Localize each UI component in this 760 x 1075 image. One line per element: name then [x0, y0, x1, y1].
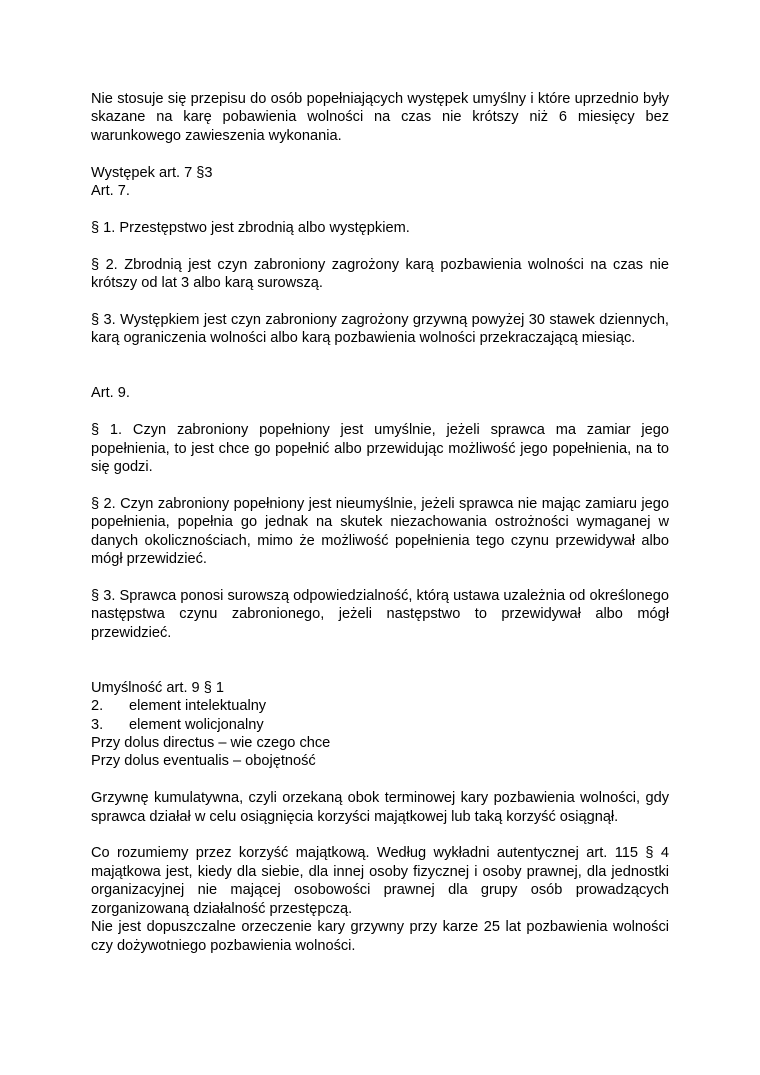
art7-reference: Występek art. 7 §3: [91, 164, 213, 181]
grzywna-paragraph: Grzywnę kumulatywna, czyli orzekaną obok terminowej kary pozbawienia wolności, gdy sprawca działał w celu osiągnięcia korzyści majątkowej lub taką korzyść osiągnął.: [91, 790, 669, 825]
intro-paragraph: Nie stosuje się przepisu do osób popełniających występek umyślny i które uprzednio były skazane na karę pobawienia wolności na czas nie krótszy niż 6 miesięcy bez warunkowego zawieszenia wykonania.: [91, 91, 669, 144]
niedopuszczalne-paragraph: Nie jest dopuszczalne orzeczenie kary grzywny przy karze 25 lat pozbawienia wolności czy dożywotniego pozbawienia wolności.: [91, 919, 669, 954]
art7-title: Art. 7.: [91, 183, 130, 200]
list-item: [91, 697, 669, 715]
art9-par1: § 1. Czyn zabroniony popełniony jest umyślnie, jeżeli sprawca ma zamiar jego popełnienia, to jest chce go popełnić albo przewidując możliwość jego popełnienia, na to się godzi.: [91, 422, 669, 476]
list-item-number: 2.: [91, 698, 104, 715]
art9-title: Art. 9.: [91, 385, 130, 402]
document-body: [91, 90, 669, 955]
korzysc-paragraph: Co rozumiemy przez korzyść majątkową. Według wykładni autentycznej art. 115 § 4 majątkowa jest, kiedy dla siebie, dla innej osoby fizycznej i osoby prawnej, dla jednostki organizacyjnej nie mającej osobowości prawnej dla grupy osób prowadzących zorganizowaną działalność przestępczą.: [91, 845, 669, 917]
art9-par3: § 3. Sprawca ponosi surowszą odpowiedzialność, którą ustawa uzależnia od określonego następstwa czynu zabronionego, jeżeli następstwo to przewidywał albo mógł przewidzieć.: [91, 587, 669, 641]
art7-par2: § 2. Zbrodnią jest czyn zabroniony zagrożony karą pozbawienia wolności na czas nie krótszy od lat 3 albo karą surowszą.: [91, 256, 669, 292]
list-item-text: element wolicjonalny: [129, 716, 264, 733]
art9-par2: § 2. Czyn zabroniony popełniony jest nieumyślnie, jeżeli sprawca nie mając zamiaru jego popełnienia, popełnia go jednak na skutek niezachowania ostrożności wymaganej w danych okolicznościach, mimo że możliwość popełnienia tego czynu przewidywał albo mógł przewidzieć.: [91, 495, 669, 568]
umyslnosc-heading: Umyślność art. 9 § 1: [91, 679, 225, 696]
list-item: [91, 716, 669, 734]
list-item-text: element intelektualny: [129, 698, 267, 715]
dolus-directus-line: Przy dolus directus – wie czego chce: [91, 735, 331, 752]
art7-par1: § 1. Przestępstwo jest zbrodnią albo występkiem.: [91, 219, 410, 236]
dolus-eventualis-line: Przy dolus eventualis – obojętność: [91, 753, 316, 770]
art7-par3: § 3. Występkiem jest czyn zabroniony zagrożony grzywną powyżej 30 stawek dziennych, karą ograniczenia wolności albo karą pozbawienia wolności przekraczającą miesiąc.: [91, 311, 669, 347]
list-item-number: 3.: [91, 716, 104, 733]
